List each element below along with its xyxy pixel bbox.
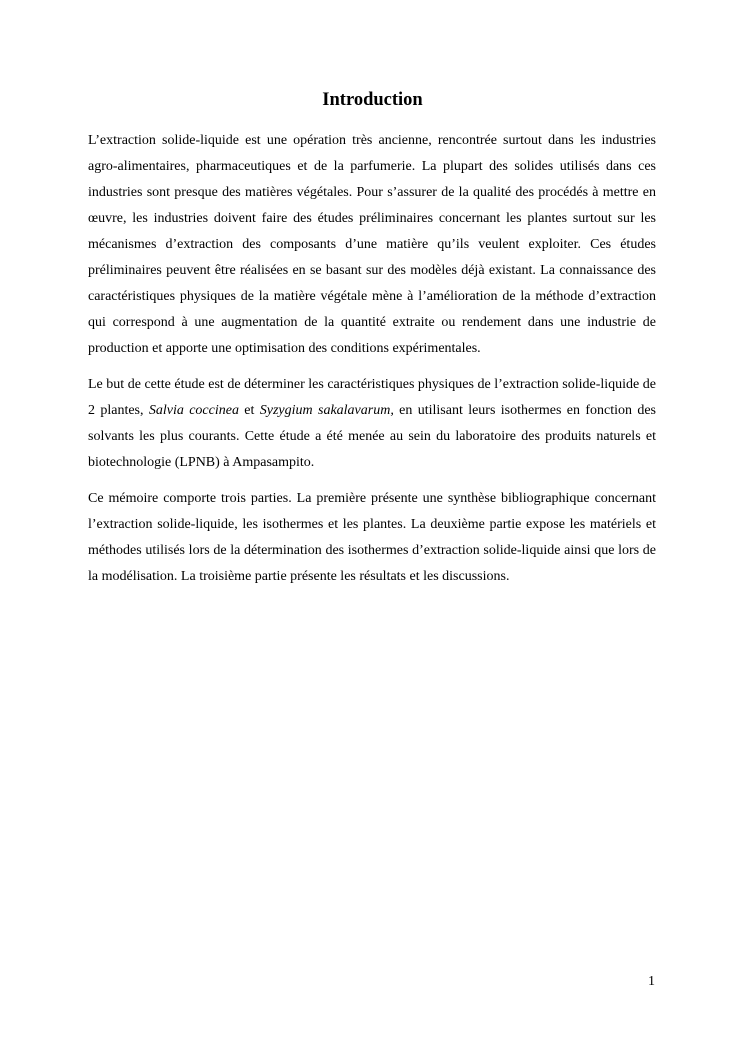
paragraph-2-part-2: et [238, 403, 260, 418]
document-body [88, 128, 656, 600]
species-name-syzygium: Syzygium sakalavarum, [259, 403, 394, 418]
page-title: Introduction [322, 90, 423, 110]
paragraph-3: Ce mémoire comporte trois parties. La première présente une synthèse bibliographique concernant l’extraction solide-liquide, les isothermes et les plantes. La deuxième partie expose les matériels et méthodes utilisés lors de la détermination des isothermes d’extraction solide-liquide ainsi que lors de la modélisation. La troisième partie présente les résultats et les discussions. [88, 491, 656, 584]
paragraph-2-part-3: en utilisant leurs isothermes en fonction des solvants les plus courants. Cette étude a été menée au sein du laboratoire des produits naturels et biotechnologie (LPNB) à Ampasampito. [88, 403, 657, 470]
page-number: 1 [648, 974, 655, 989]
paragraph-2 [88, 372, 656, 476]
paragraph-2-part-1: Le but de cette étude est de déterminer les caractéristiques physiques de l’extraction solide-liquide de 2 plantes, [88, 377, 656, 418]
paragraph-1: L’extraction solide-liquide est une opération très ancienne, rencontrée surtout dans les industries agro-alimentaires, pharmaceutiques et de la parfumerie. La plupart des solides utilisés dans ces industries sont presque des matières végétales. Pour s’assurer de la qualité des procédés à mettre en œuvre, les industries doivent faire des études préliminaires concernant les plantes surtout sur les mécanismes d’extraction des composants d’une matière qu’ils veulent exploiter. Ces études préliminaires peuvent être réalisées en se basant sur des modèles déjà existant. La connaissance des caractéristiques physiques de la matière végétale mène à l’amélioration de la méthode d’extraction qui correspond à une augmentation de la quantité extraite ou rendement dans une industrie de production et apporte une optimisation des conditions expérimentales. [88, 133, 656, 356]
species-name-salvia: Salvia coccinea [148, 403, 239, 418]
